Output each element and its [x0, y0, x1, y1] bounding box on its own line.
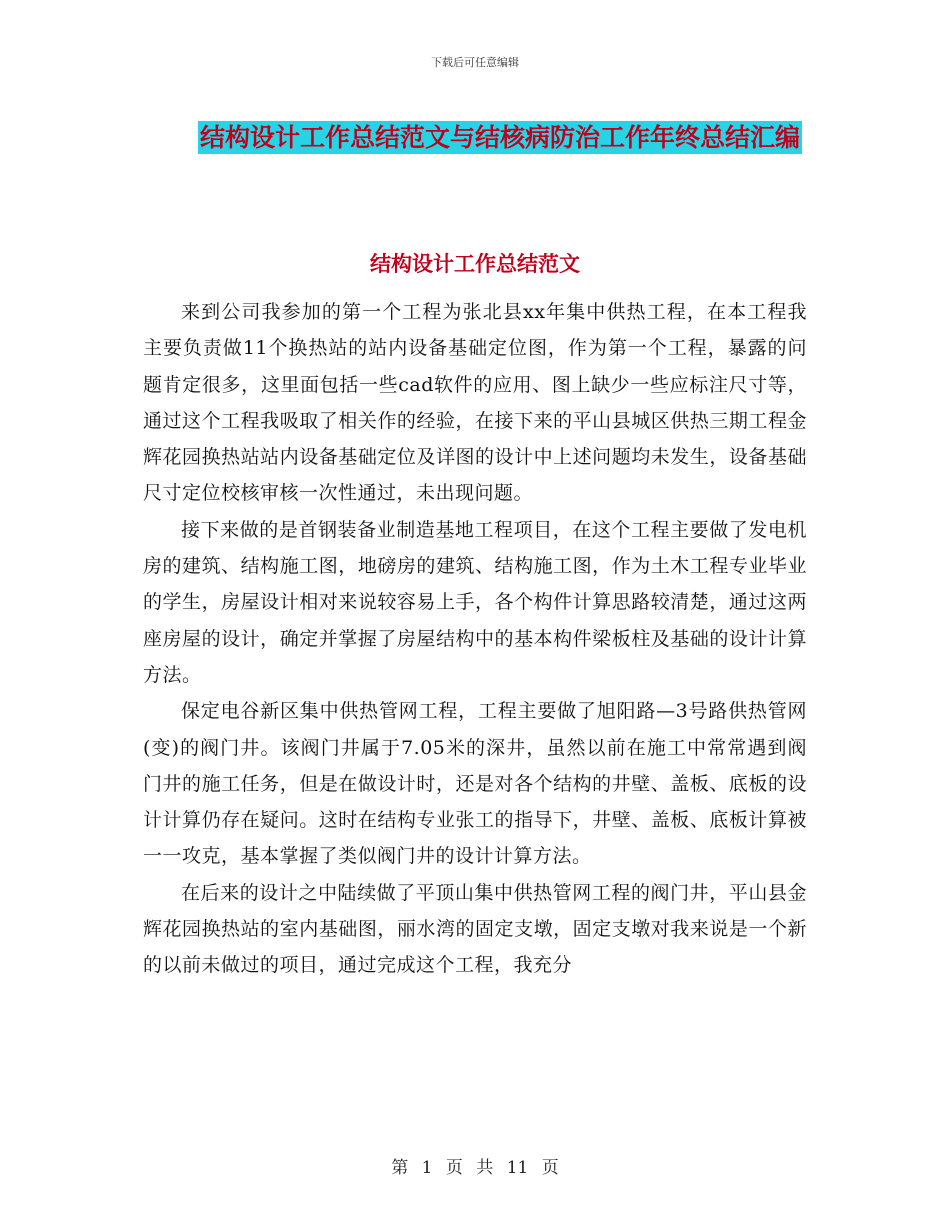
- paragraph-4: 在后来的设计之中陆续做了平顶山集中供热管网工程的阀门井，平山县金辉花园换热站的室内基础图，丽水湾的固定支墩，固定支墩对我来说是一个新的以前未做过的项目，通过完成这个工程，我充分: [143, 881, 807, 977]
- header-note: 下载后可任意编辑: [431, 56, 519, 69]
- footer-total-pages: 11: [506, 1158, 529, 1178]
- footer-page-number: 1: [421, 1158, 433, 1178]
- paragraph-3: 保定电谷新区集中供热管网工程，工程主要做了旭阳路—3号路供热管网(变)的阀门井。该阀门井属于7.05米的深井，虽然以前在施工中常常遇到阀门井的施工任务，但是在做设计时，还是对各个结构的井壁、盖板、底板的设计计算仍存在疑问。这时在结构专业张工的指导下，井壁、盖板、底板计算被一一攻克，基本掌握了类似阀门井的设计计算方法。: [143, 700, 807, 868]
- footer-total-unit: 页: [541, 1158, 559, 1178]
- document-title-text: 结构设计工作总结范文与结核病防治工作年终总结汇编: [199, 123, 800, 152]
- page-footer: [0, 1153, 950, 1178]
- paragraph-2: 接下来做的是首钢装备业制造基地工程项目，在这个工程主要做了发电机房的建筑、结构施工图，地磅房的建筑、结构施工图，作为土木工程专业毕业的学生，房屋设计相对来说较容易上手，各个构件计算思路较清楚，通过这两座房屋的设计，确定并掌握了房屋结构中的基本构件梁板柱及基础的设计计算方法。: [143, 518, 807, 686]
- footer-page-label: 第: [391, 1158, 409, 1178]
- document-title: [190, 112, 810, 164]
- body-text: [143, 294, 807, 984]
- footer-page-unit: 页: [445, 1158, 463, 1178]
- footer-total-label: 共: [476, 1158, 494, 1178]
- paragraph-1: 来到公司我参加的第一个工程为张北县xx年集中供热工程，在本工程我主要负责做11个换热站的站内设备基础定位图，作为第一个工程，暴露的问题肯定很多，这里面包括一些cad软件的应用、图上缺少一些应标注尺寸等，通过这个工程我吸取了相关作的经验，在接下来的平山县城区供热三期工程金辉花园换热站站内设备基础定位及详图的设计中上述问题均未发生，设备基础尺寸定位校核审核一次性通过，未出现问题。: [143, 301, 807, 505]
- section-title: 结构设计工作总结范文: [370, 252, 580, 276]
